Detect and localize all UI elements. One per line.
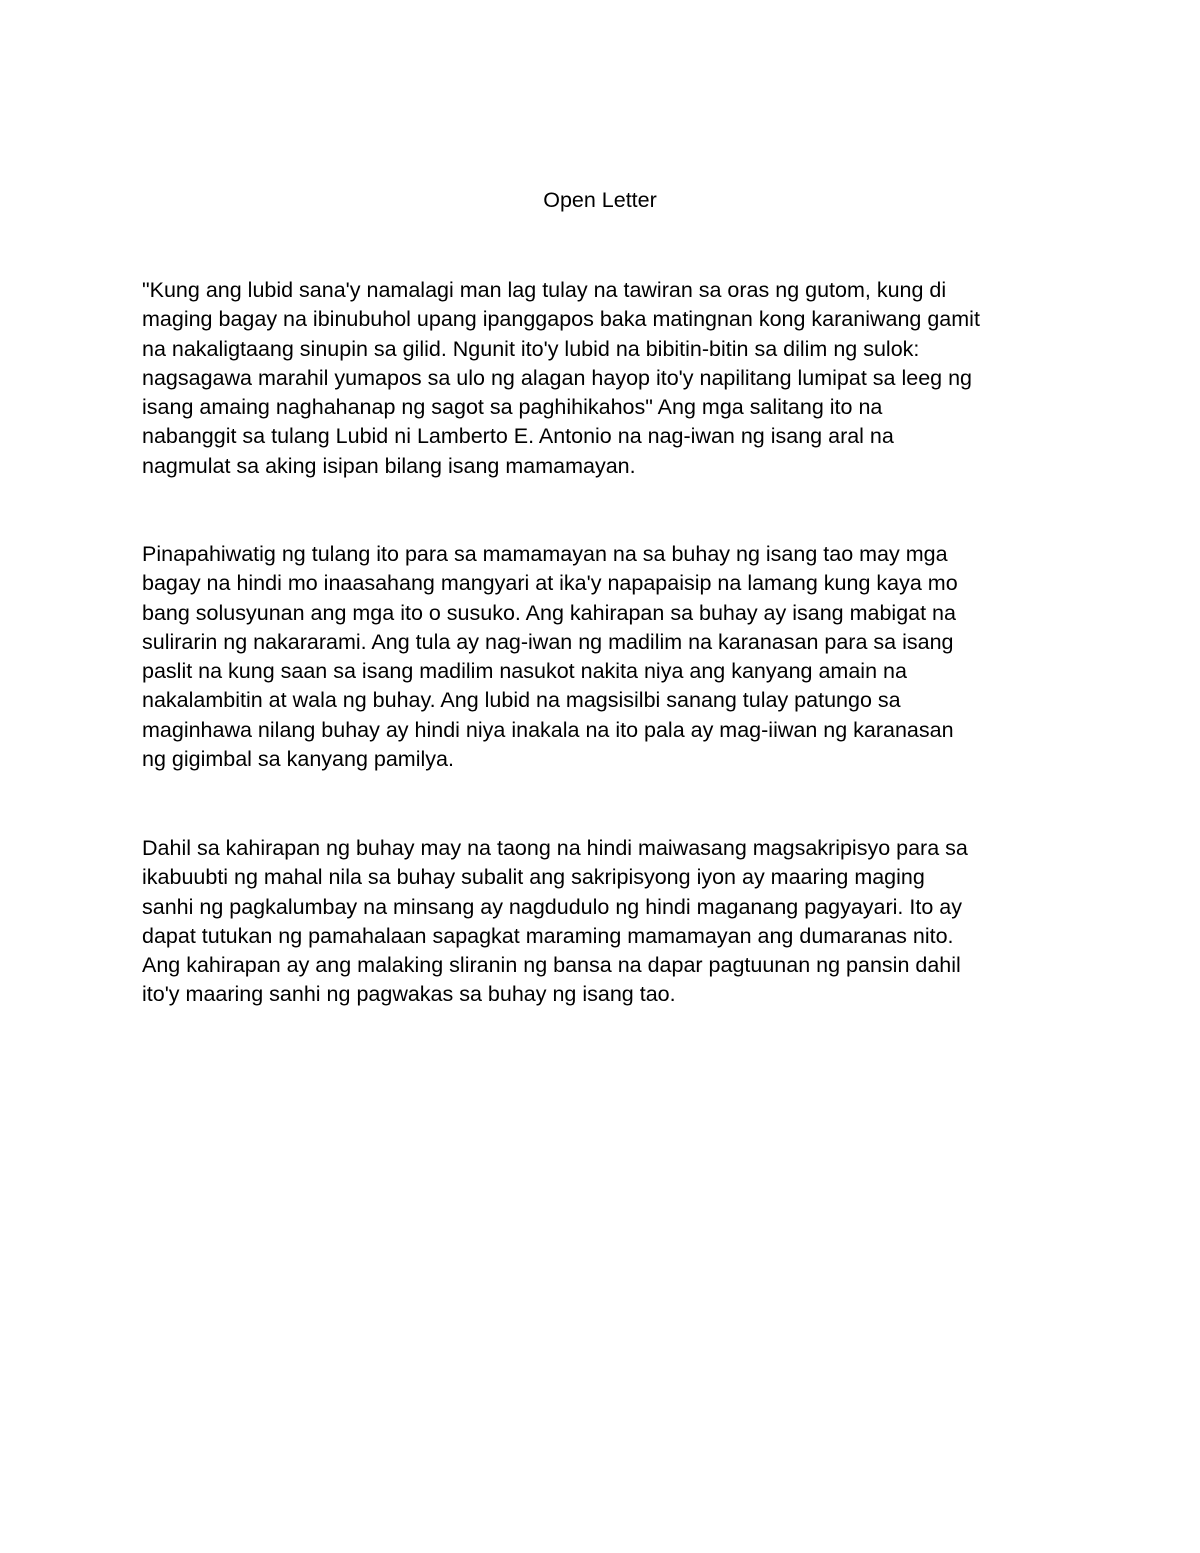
paragraph-line: dapat tutukan ng pamahalaan sapagkat maraming mamamayan ang dumaranas nito. xyxy=(142,923,954,948)
paragraph-line: maging bagay na ibinubuhol upang ipanggapos baka matingnan kong karaniwang gamit xyxy=(142,307,980,332)
paragraph-line: ito'y maaring sanhi ng pagwakas sa buhay ng isang tao. xyxy=(142,982,676,1007)
paragraph-line: ikabuubti ng mahal nila sa buhay subalit ang sakripisyong iyon ay maaring maging xyxy=(142,865,925,890)
paragraph-2 xyxy=(142,540,1072,774)
paragraph-line: sulirarin ng nakararami. Ang tula ay nag-iwan ng madilim na karanasan para sa isang xyxy=(142,629,954,654)
paragraph-line: nakalambitin at wala ng buhay. Ang lubid na magsisilbi sanang tulay patungo sa xyxy=(142,688,901,713)
paragraph-line: sanhi ng pagkalumbay na minsang ay nagdudulo ng hindi maganang pagyayari. Ito ay xyxy=(142,894,962,919)
paragraph-3 xyxy=(142,834,1072,1010)
paragraph-line: paslit na kung saan sa isang madilim nasukot nakita niya ang kanyang amain na xyxy=(142,659,907,684)
paragraph-line: Ang kahirapan ay ang malaking sliranin ng bansa na dapar pagtuunan ng pansin dahil xyxy=(142,953,961,978)
paragraph-line: Dahil sa kahirapan ng buhay may na taong na hindi maiwasang magsakripisyo para sa xyxy=(142,836,968,860)
paragraph-1 xyxy=(142,276,1072,481)
paragraph-line: ng gigimbal sa kanyang pamilya. xyxy=(142,747,454,772)
paragraph-line: isang amaing naghahanap ng sagot sa paghihikahos" Ang mga salitang ito na xyxy=(142,395,883,420)
paragraph-line: maginhawa nilang buhay ay hindi niya inakala na ito pala ay mag-iiwan ng karanasan xyxy=(142,717,954,742)
paragraph-line: na nakaligtaang sinupin sa gilid. Ngunit ito'y lubid na bibitin-bitin sa dilim ng sulok: xyxy=(142,336,920,361)
paragraph-line: nabanggit sa tulang Lubid ni Lamberto E. Antonio na nag-iwan ng isang aral na xyxy=(142,424,894,449)
document-title: Open Letter xyxy=(543,188,657,212)
paragraph-line: nagsagawa marahil yumapos sa ulo ng alagan hayop ito'y napilitang lumipat sa leeg ng xyxy=(142,365,973,390)
paragraph-line: bang solusyunan ang mga ito o susuko. Ang kahirapan sa buhay ay isang mabigat na xyxy=(142,600,956,625)
paragraph-line: Pinapahiwatig ng tulang ito para sa mamamayan na sa buhay ng isang tao may mga xyxy=(142,542,948,566)
paragraph-line: nagmulat sa aking isipan bilang isang mamamayan. xyxy=(142,453,636,478)
paragraph-line: "Kung ang lubid sana'y namalagi man lag tulay na tawiran sa oras ng gutom, kung di xyxy=(142,278,947,302)
paragraph-line: bagay na hindi mo inaasahang mangyari at ika'y napapaisip na lamang kung kaya mo xyxy=(142,571,958,596)
